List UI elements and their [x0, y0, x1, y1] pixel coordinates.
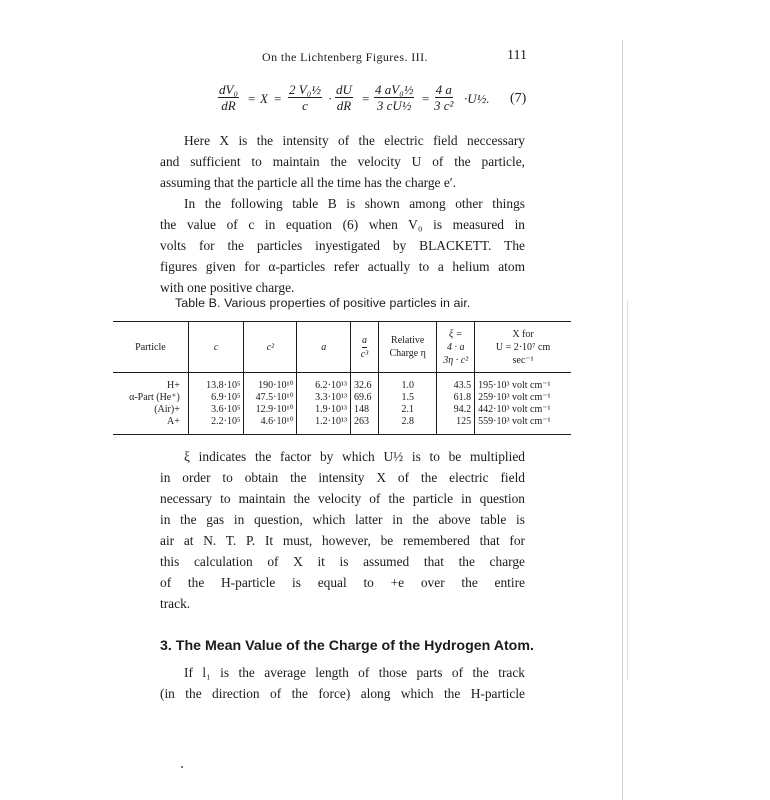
header-x — [475, 322, 571, 373]
text-line: (in the direction of the force) along which the H-particle — [160, 686, 525, 701]
text-line: and sufficient to maintain the velocity U of the particle, — [160, 154, 525, 169]
text-line: necessary to maintain the velocity of the particle in question — [160, 491, 525, 506]
cell-c: 13.8·10⁵ — [188, 373, 244, 393]
cell-relative-charge: 1.0 — [379, 373, 437, 393]
eq-denominator: 3 c² — [434, 98, 454, 113]
cell-xi: 125 — [437, 416, 475, 435]
print-speck — [181, 766, 183, 768]
eq-denominator: dR — [221, 98, 236, 113]
cell-c2: 47.5·10¹⁰ — [244, 392, 297, 404]
cell-a: 1.2·10¹³ — [297, 416, 350, 435]
eq-denominator: c — [302, 98, 308, 113]
eq-fraction-2 — [288, 82, 322, 113]
cell-a: 1.9·10¹³ — [297, 404, 350, 416]
text-line: Here X is the intensity of the electric field neccessary — [184, 133, 525, 148]
text-line: in the gas in question, which latter in the above table is — [160, 512, 525, 527]
eq-operator: = — [422, 91, 430, 106]
paragraph-field-definition — [160, 130, 525, 193]
header-a-over-c3 — [350, 322, 378, 373]
cell-particle: (Air)+ — [154, 404, 180, 415]
table-caption: Table B. Various properties of positive particles in air. — [175, 296, 471, 310]
table-row — [113, 416, 571, 435]
eq-operator: = — [274, 91, 282, 106]
cell-xi: 94.2 — [437, 404, 475, 416]
properties-table — [113, 321, 571, 435]
header-c: c — [188, 322, 244, 373]
header-line: 4 · a — [446, 341, 465, 353]
eq-denominator: dR — [336, 98, 352, 113]
eq-denominator: 3 cU½ — [376, 98, 412, 113]
text-line: of the H-particle is equal to +e over the entire — [160, 575, 525, 590]
cell-relative-charge: 2.1 — [379, 404, 437, 416]
cell-relative-charge: 2.8 — [379, 416, 437, 435]
text-line: In the following table B is shown among other things — [184, 196, 525, 211]
cell-a-over-c3: 148 — [350, 404, 378, 416]
eq-fraction-4 — [374, 82, 414, 113]
cell-particle: α-Part (He⁺) — [129, 392, 180, 403]
cell-c2: 12.9·10¹⁰ — [244, 404, 297, 416]
cell-x: 259·10³ volt cm⁻¹ — [475, 392, 571, 404]
table-row — [113, 404, 571, 416]
eq-fraction-3 — [335, 82, 353, 113]
eq-tail: ·U½. — [464, 91, 490, 106]
cell-a: 6.2·10¹³ — [297, 373, 350, 393]
text-line: volts for the particles inyestigated by BLACKETT. The — [160, 238, 525, 253]
eq-symbol-x: X — [260, 91, 268, 106]
header-particle: Particle — [113, 322, 188, 373]
text-line: the value of c in equation (6) when V₀ is measured in — [160, 217, 525, 232]
table-row — [113, 392, 571, 404]
cell-particle: A+ — [113, 416, 188, 435]
header-line: Charge η — [389, 348, 426, 359]
text-line: track. — [160, 596, 191, 611]
header-c2: c² — [244, 322, 297, 373]
header-line: X for — [512, 328, 534, 340]
cell-a: 3.3·10¹³ — [297, 392, 350, 404]
page-number: 111 — [507, 48, 527, 63]
cell-x: 442·10³ volt cm⁻¹ — [475, 404, 571, 416]
paragraph-xi-explanation — [160, 446, 525, 614]
cell-c: 6.9·10⁵ — [188, 392, 244, 404]
eq-operator: = — [362, 91, 370, 106]
eq-operator: · — [328, 91, 333, 106]
eq-operator: = — [248, 91, 256, 106]
section-heading: 3. The Mean Value of the Charge of the Hydrogen Atom. — [160, 638, 534, 654]
cell-a-over-c3: 32.6 — [350, 373, 378, 393]
cell-xi: 61.8 — [437, 392, 475, 404]
table-row — [113, 373, 571, 393]
equation-7 — [218, 82, 533, 118]
header-a: a — [297, 322, 350, 373]
text-line: figures given for α-particles refer actually to a helium atom — [160, 259, 525, 274]
text-line: ξ indicates the factor by which U½ is to be multiplied — [184, 449, 525, 464]
cell-a-over-c3: 263 — [350, 416, 378, 435]
header-line: sec⁻¹ — [512, 354, 534, 366]
scan-edge-line — [622, 40, 623, 800]
cell-c: 2.2·10⁵ — [188, 416, 244, 435]
paragraph-mean-charge — [160, 662, 525, 704]
text-line: assuming that the particle all the time has the charge e′. — [160, 175, 457, 190]
cell-c: 3.6·10⁵ — [188, 404, 244, 416]
eq-fraction-5 — [434, 82, 453, 113]
header-line: Relative — [391, 335, 425, 346]
eq-numerator: dU — [336, 82, 352, 97]
header-line: ξ = — [448, 328, 463, 340]
header-relative-charge — [379, 322, 437, 373]
eq-numerator: 4 a — [435, 82, 452, 97]
header-fraction-num: a — [362, 334, 368, 346]
text-line: If l₁ is the average length of those parts of the track — [184, 665, 525, 680]
cell-x: 195·10³ volt cm⁻¹ — [475, 373, 571, 393]
text-line: in order to obtain the intensity X of the electric field — [160, 470, 525, 485]
equation-number: (7) — [510, 91, 527, 106]
paragraph-table-intro — [160, 193, 525, 298]
eq-numerator: 2 V₀½ — [289, 82, 321, 97]
header-line: 3η · c² — [443, 354, 469, 366]
cell-a-over-c3: 69.6 — [350, 392, 378, 404]
scan-edge-line-inner — [627, 300, 628, 680]
cell-relative-charge: 1.5 — [379, 392, 437, 404]
eq-numerator: dV₀ — [219, 82, 238, 97]
running-head: On the Lichtenberg Figures. III. — [262, 50, 428, 64]
eq-numerator: 4 aV₀½ — [375, 82, 414, 97]
cell-xi: 43.5 — [437, 373, 475, 393]
text-line: with one positive charge. — [160, 280, 295, 295]
eq-fraction-lhs — [218, 82, 239, 113]
cell-x: 559·10³ volt cm⁻¹ — [475, 416, 571, 435]
header-xi — [437, 322, 475, 373]
header-line: U = 2·10⁷ cm — [495, 341, 551, 353]
cell-c2: 4.6·10¹⁰ — [244, 416, 297, 435]
table-header-row — [113, 322, 571, 373]
cell-particle: H+ — [166, 380, 180, 391]
header-fraction-den: c³ — [360, 348, 369, 360]
text-line: air at N. T. P. It must, however, be remembered that for — [160, 533, 525, 548]
text-line: this calculation of X it is assumed that the charge — [160, 554, 525, 569]
cell-c2: 190·10¹⁰ — [244, 373, 297, 393]
